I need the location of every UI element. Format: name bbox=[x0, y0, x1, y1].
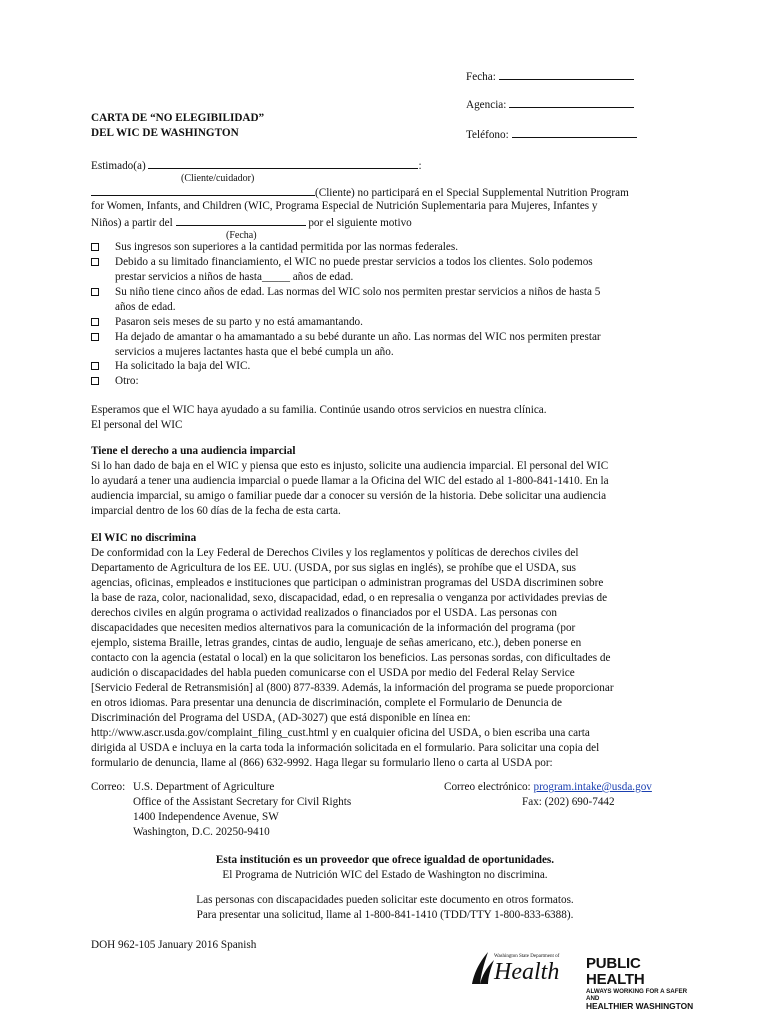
reason-checkbox[interactable] bbox=[91, 362, 99, 370]
public-health-tagline2: HEALTHIER WASHINGTON bbox=[586, 1001, 694, 1011]
hearing-body bbox=[91, 459, 691, 519]
public-health-title: PUBLIC HEALTH bbox=[586, 955, 645, 988]
client-name-blank[interactable] bbox=[148, 157, 418, 169]
document-id: DOH 962-105 January 2016 Spanish bbox=[91, 939, 257, 951]
reason-checkbox[interactable] bbox=[91, 377, 99, 385]
fecha-field[interactable] bbox=[466, 68, 634, 85]
fecha-label: Fecha: bbox=[466, 71, 496, 83]
closing-line1: Esperamos que el WIC haya ayudado a su familia. Continúe usando otros servicios en nuestra clínica. bbox=[91, 404, 547, 416]
reason-text-continued: prestar servicios a niños de hasta_____ años de edad. bbox=[115, 271, 354, 283]
agencia-blank[interactable] bbox=[509, 96, 634, 108]
date-blank[interactable] bbox=[176, 214, 306, 226]
reason-checkbox[interactable] bbox=[91, 243, 99, 251]
nondiscrimination-line: contacto con la agencia (estatal o local) en la que solicitaron los beneficios. Las personas sordas, con dificultades de bbox=[91, 652, 611, 664]
nondiscrimination-line: la base de raza, color, nacionalidad, sexo, discapacidad, edad, o en represalia o venganza por actividades previas de bbox=[91, 592, 608, 604]
date-label: (Fecha) bbox=[226, 230, 257, 241]
reason-text: Ha dejado de amantar o ha amamantado a su bebé durante un año. Las normas del WIC nos permiten prestar bbox=[115, 331, 601, 343]
health-logo-caption: Washington State Department of bbox=[494, 954, 560, 959]
title-line2: DEL WIC DE WASHINGTON bbox=[91, 127, 239, 139]
reason-item[interactable] bbox=[91, 374, 691, 389]
client-blank[interactable] bbox=[91, 184, 315, 196]
public-health-tagline1: ALWAYS WORKING FOR A SAFER AND bbox=[586, 988, 688, 1002]
reason-checkbox[interactable] bbox=[91, 333, 99, 341]
washington-health-logo bbox=[466, 948, 561, 988]
reason-checkbox[interactable] bbox=[91, 258, 99, 266]
formats-line2: Para presentar una solicitud, llame al 1-800-841-1410 (TDD/TTY 1-800-833-6388). bbox=[196, 909, 574, 921]
mail-line: U.S. Department of Agriculture bbox=[133, 781, 275, 793]
hearing-line: Si lo han dado de baja en el WIC y piensa que esto es injusto, solicite una audiencia imparcial. El personal del WIC bbox=[91, 460, 609, 472]
mail-line: 1400 Independence Avenue, SW bbox=[133, 811, 279, 823]
reason-item[interactable] bbox=[91, 359, 691, 374]
title-line1: CARTA DE “NO ELEGIBILIDAD” bbox=[91, 112, 265, 124]
reason-item[interactable] bbox=[91, 255, 691, 285]
client-caregiver-label: (Cliente/cuidador) bbox=[181, 173, 255, 184]
reason-item[interactable] bbox=[91, 330, 691, 360]
hearing-line: imparcial dentro de los 60 días de la fecha de esta carta. bbox=[91, 505, 341, 517]
nondiscrimination-line: formulario de denuncia, llame al (866) 632-9992. Haga llegar su formulario lleno o carta al USDA por: bbox=[91, 757, 553, 769]
telefono-field[interactable] bbox=[466, 126, 637, 143]
reason-checkbox[interactable] bbox=[91, 318, 99, 326]
nondiscrimination-heading: El WIC no discrimina bbox=[91, 532, 197, 544]
salutation bbox=[91, 157, 422, 174]
reason-item[interactable] bbox=[91, 315, 691, 330]
nondiscrimination-line: en otros idiomas. Para presentar una denuncia de discriminación, complete el Formulario de Denuncia de bbox=[91, 697, 562, 709]
agencia-label: Agencia: bbox=[466, 99, 507, 111]
formats-line1: Las personas con discapacidades pueden solicitar este documento en otros formatos. bbox=[196, 894, 574, 906]
reason-checkbox[interactable] bbox=[91, 288, 99, 296]
reason-text: Sus ingresos son superiores a la cantidad permitida por las normas federales. bbox=[115, 241, 458, 253]
telefono-label: Teléfono: bbox=[466, 129, 509, 141]
reason-text: Su niño tiene cinco años de edad. Las normas del WIC solo nos permiten prestar servicios a niños de hasta 5 bbox=[115, 286, 601, 298]
salutation-label: Estimado(a) bbox=[91, 160, 146, 172]
nondiscrimination-line: ejemplo, sistema Braille, letras grandes, cintas de audio, lenguaje de señas americano, etc.), deben ponerse en bbox=[91, 637, 582, 649]
fecha-blank[interactable] bbox=[499, 68, 634, 80]
nondiscrimination-line: http://www.ascr.usda.gov/complaint_filing_cust.html y en cualquier oficina del USDA, o bien escriba una carta bbox=[91, 727, 590, 739]
fax: Fax: (202) 690-7442 bbox=[522, 796, 615, 808]
reason-text-continued: años de edad. bbox=[115, 301, 176, 313]
public-health-logo bbox=[586, 956, 701, 1011]
mail-line: Office of the Assistant Secretary for Civil Rights bbox=[133, 796, 352, 808]
intro-line3-prefix: Niños) a partir del bbox=[91, 217, 173, 229]
mail-line: Washington, D.C. 20250-9410 bbox=[133, 826, 270, 838]
nondiscrimination-line: audición o discapacidades del habla pueden comunicarse con el USDA por medio del Federal Relay Service bbox=[91, 667, 575, 679]
nondiscrimination-line: Discriminación del Programa del USDA, (AD-3027) que está disponible en línea en: bbox=[91, 712, 471, 724]
nondiscrimination-line: De conformidad con la Ley Federal de Derechos Civiles y los reglamentos y políticas de derechos civiles del bbox=[91, 547, 579, 559]
reason-text: Pasaron seis meses de su parto y no está amamantando. bbox=[115, 316, 363, 328]
reason-text: Ha solicitado la baja del WIC. bbox=[115, 360, 251, 372]
reason-text: Debido a su limitado financiamiento, el WIC no puede prestar servicios a todos los clientes. Solo podemos bbox=[115, 256, 593, 268]
agencia-field[interactable] bbox=[466, 96, 634, 113]
reason-item[interactable] bbox=[91, 285, 691, 315]
hearing-heading: Tiene el derecho a una audiencia imparcial bbox=[91, 445, 296, 457]
intro-line1-text: (Cliente) no participará en el Special Supplemental Nutrition Program bbox=[315, 187, 629, 199]
nondiscrimination-line: derechos civiles en algún programa o actividad realizados o financiados por el USDA. Las personas con bbox=[91, 607, 557, 619]
mail-address bbox=[133, 780, 351, 840]
intro-line3-suffix: por el siguiente motivo bbox=[308, 217, 412, 229]
email-link[interactable]: program.intake@usda.gov bbox=[533, 781, 652, 793]
nondiscrimination-line: dirigida al USDA e incluya en la carta toda la información solicitada en el formulario. Para solicitar una copia del bbox=[91, 742, 600, 754]
no-discrimination-statement: El Programa de Nutrición WIC del Estado de Washington no discrimina. bbox=[222, 869, 548, 881]
nondiscrimination-body bbox=[91, 546, 691, 771]
nondiscrimination-line: [Servicio Federal de Retransmisión] al (800) 877-8339. Además, la información del programa se puede proporcionar bbox=[91, 682, 614, 694]
reason-item[interactable] bbox=[91, 240, 691, 255]
email-label: Correo electrónico: bbox=[444, 781, 531, 793]
hearing-line: audiencia imparcial, su amigo o familiar puede dar a conocer su versión de la historia. Debe solicitar una audiencia bbox=[91, 490, 607, 502]
health-logo-wordmark: Health bbox=[494, 959, 560, 985]
closing-line2: El personal del WIC bbox=[91, 419, 183, 431]
reason-text-continued: servicios a mujeres lactantes hasta que el bebé cumpla un año. bbox=[115, 346, 394, 358]
telefono-blank[interactable] bbox=[512, 126, 637, 138]
reason-text: Otro: bbox=[115, 375, 139, 387]
intro-line2: for Women, Infants, and Children (WIC, Programa Especial de Nutrición Suplementaria para Mujeres, Infantes y bbox=[91, 200, 598, 212]
salutation-colon: : bbox=[418, 160, 422, 172]
email-row bbox=[444, 780, 652, 795]
nondiscrimination-line: Departamento de Agricultura de los EE. UU. (USDA, por sus siglas en inglés), se prohíbe que el USDA, sus bbox=[91, 562, 577, 574]
nondiscrimination-line: agencias, oficinas, empleados e instituciones que participan o administran programas del USDA discriminen sobre bbox=[91, 577, 604, 589]
equal-opportunity-statement: Esta institución es un proveedor que ofrece igualdad de oportunidades. bbox=[215, 854, 555, 866]
hearing-line: lo ayudará a tener una audiencia imparcial o puede llamar a la Oficina del WIC del estado al 1-800-841-1410. En la bbox=[91, 475, 609, 487]
nondiscrimination-line: discapacidades que necesiten medios alternativos para la comunicación de la información del programa (por bbox=[91, 622, 576, 634]
health-logo-icon bbox=[466, 948, 496, 988]
mail-label: Correo: bbox=[91, 781, 126, 793]
